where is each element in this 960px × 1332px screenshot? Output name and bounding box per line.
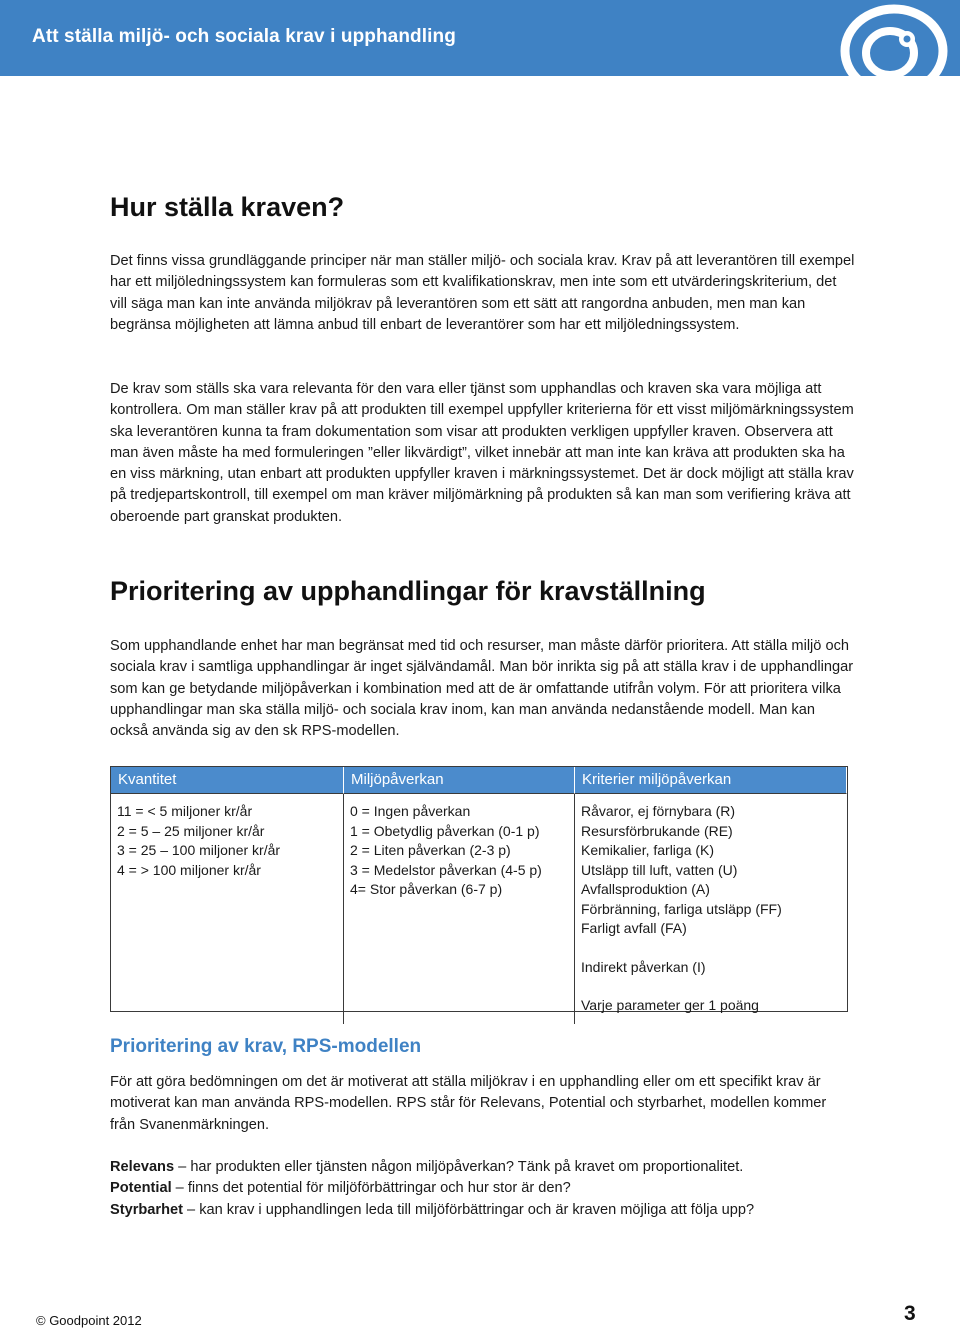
list-item: 3 = 25 – 100 miljoner kr/år <box>117 842 281 858</box>
rps-definitions <box>110 1157 855 1221</box>
logo-icon <box>838 4 950 94</box>
document-title: Att ställa miljö- och sociala krav i upphandling <box>32 26 456 47</box>
section-heading-rps-modellen: Prioritering av krav, RPS-modellen <box>110 1036 422 1057</box>
table-cell-kvantitet <box>111 794 344 1024</box>
paragraph-relevance: De krav som ställs ska vara relevanta för den vara eller tjänst som upphandlas och kraven ska vara möjliga att kontrollera. Om man ställer krav på att produkten till exempel uppfyller kriterierna för ett visst miljömärkningssystem ska leverantören kunna ta fram dokumentation som visar att produkten verkligen uppfyller kraven. Observera att man även måste ha med formuleringen ”eller likvärdigt”, vilket innebär att man inte kan kräva att produkten ska ha en viss märkning, utan enbart att produkten uppfyller kraven i märkningssystemet. Det är dock möjligt att ställa krav på tredjepartskontroll, till exempel om man kräver miljömärkning på produkten så kan man som verifiering kräva att oberoende part granskat produkten. <box>110 381 854 525</box>
term-label: Relevans <box>110 1159 175 1175</box>
table-cell-kriterier <box>575 794 847 1024</box>
list-item-indirect: Indirekt påverkan (I) <box>581 958 706 975</box>
list-item: Förbränning, farliga utsläpp (FF) <box>581 900 782 917</box>
rps-item-styrbarhet <box>110 1200 855 1221</box>
table-header-kriterier: Kriterier miljöpåverkan <box>575 767 847 794</box>
term-label: Styrbarhet <box>110 1201 183 1218</box>
page-number: 3 <box>904 1302 916 1325</box>
list-item-note: Varje parameter ger 1 poäng <box>581 997 759 1013</box>
paragraph-prioritering: Som upphandlande enhet har man begränsat med tid och resurser, man måste därför prioritera. Att ställa miljö och sociala krav i samtliga upphandlingar är inget självändamål. Man bör inrikta sig på att ställa krav i de upphandlingar som kan ge betydande miljöpåverkan i kombination med att de är omfattande utifrån volym. För att prioritera vilka upphandlingar man ska ställa miljö- och sociala krav inom, kan man använda nedanstående modell. Man kan också använda sig av den sk RPS-modellen. <box>110 638 854 740</box>
list-item: Råvaror, ej förnybara (R) <box>581 803 736 819</box>
copyright: © Goodpoint 2012 <box>36 1313 142 1328</box>
term-text: – finns det potential för miljöförbättringar och hur stor är den? <box>171 1180 571 1197</box>
rps-item-potential <box>110 1178 855 1199</box>
paragraph-rps: För att göra bedömningen om det är motiverat att ställa miljökrav i en upphandling eller om ett specifikt krav är motiverat kan man använda RPS-modellen. RPS står för Relevans, Potential och styrbarhet, modellen kommer från Svanenmärkningen. <box>110 1074 827 1133</box>
list-item: 4 = > 100 miljoner kr/år <box>117 861 261 878</box>
table-header-kvantitet: Kvantitet <box>111 767 344 794</box>
term-label: Potential <box>110 1180 172 1197</box>
rps-item-relevans <box>110 1157 855 1178</box>
section-heading-hur-stalla-kraven: Hur ställa kraven? <box>110 192 345 222</box>
header-bar <box>0 0 960 76</box>
list-item: 11 = < 5 miljoner kr/år <box>117 803 253 819</box>
list-item: Resursförbrukande (RE) <box>581 822 733 839</box>
table-cell-miljopaverkan <box>344 794 575 1024</box>
list-item: Utsläpp till luft, vatten (U) <box>581 861 738 878</box>
term-text: – har produkten eller tjänsten någon miljöpåverkan? Tänk på kravet om proportionalitet. <box>174 1159 744 1175</box>
list-item: 1 = Obetydlig påverkan (0-1 p) <box>350 822 540 839</box>
list-item: 0 = Ingen påverkan <box>350 803 471 819</box>
list-item: 2 = Liten påverkan (2-3 p) <box>350 842 511 858</box>
prioritization-table <box>110 766 848 1012</box>
list-item: Farligt avfall (FA) <box>581 920 687 936</box>
list-item: Kemikalier, farliga (K) <box>581 842 715 858</box>
section-heading-prioritering: Prioritering av upphandlingar för kravställning <box>110 576 706 606</box>
table-header-miljopaverkan: Miljöpåverkan <box>344 767 575 794</box>
list-item: 2 = 5 – 25 miljoner kr/år <box>117 822 265 839</box>
list-item: 4= Stor påverkan (6-7 p) <box>350 881 503 897</box>
term-text: – kan krav i upphandlingen leda till miljöförbättringar och är kraven möjliga att följa upp? <box>183 1201 755 1218</box>
list-item: Avfallsproduktion (A) <box>581 881 710 897</box>
paragraph-principles: Det finns vissa grundläggande principer när man ställer miljö- och sociala krav. Krav på att leverantören till exempel har ett miljöledningssystem kan formuleras som ett kvalifikationskrav, men inte som ett utvärderingskriterium, det vill säga man kan inte använda miljökrav på leverantören som ett sätt att rangordna anbuden, men man kan begränsa möjligheten att lämna anbud till enbart de leverantörer som har ett miljöledningssystem. <box>110 253 855 333</box>
list-item: 3 = Medelstor påverkan (4-5 p) <box>350 861 542 878</box>
